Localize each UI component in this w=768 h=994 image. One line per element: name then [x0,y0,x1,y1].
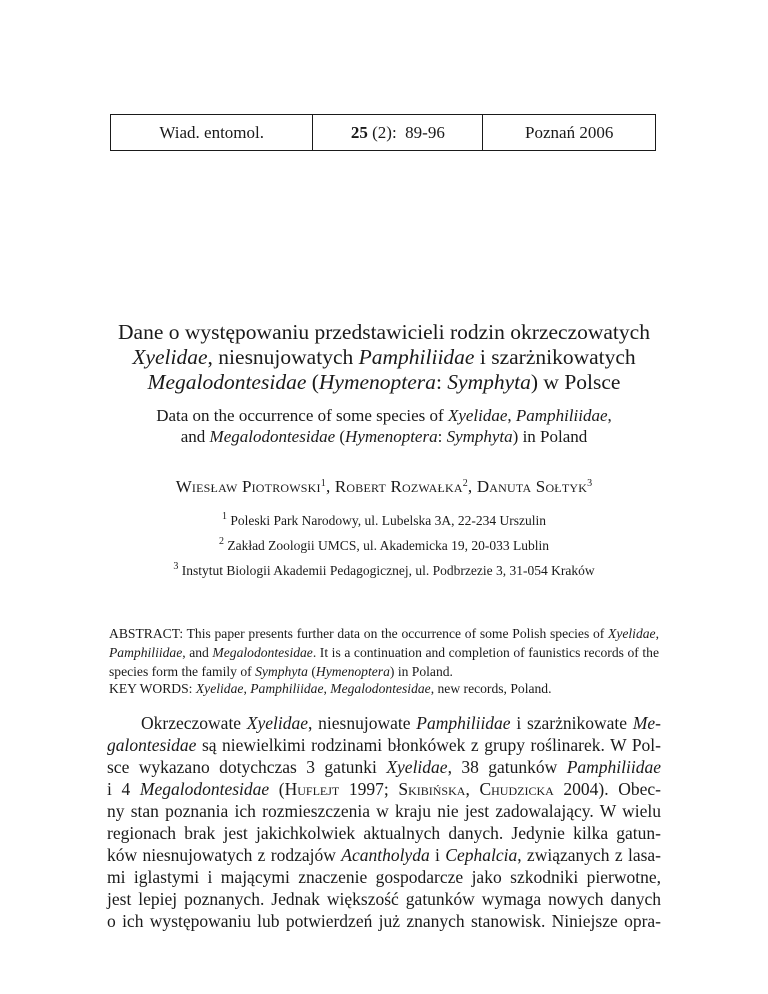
subtitle-line-2: and Megalodontesidae (Hymenoptera: Symphyta) in Poland [180,427,588,446]
author-list: Wiesław Piotrowski$^1$, Robert Rozwałka$^2$, Danuta Sołtyk$^3$ [175,477,593,496]
body-line: regionach brak jest jakichkolwiek aktualnych danych. Jedynie kilka gatun- [107,823,661,843]
affiliation-3: $^3$ Instytut Biologii Akademii Pedagogicznej, ul. Podbrzezie 3, 31-054 Kraków [173,561,595,578]
keywords: KEY WORDS: Xyelidae, Pamphiliidae, Megalodontesidae, new records, Poland. [109,681,552,696]
body-line: jest lepiej poznanych. Jednak większość gatunków wymaga nowych danych [107,889,661,909]
citation-author: Chudzicka [479,779,554,799]
author-name: Danuta Sołtyk [476,477,588,496]
volume-number: 25 [350,122,368,142]
body-line: mi iglastymi i mającymi znaczenie gospodarcze jako szkodniki pierwotne, [107,867,661,887]
issue-pages: (2): 89-96 [367,122,445,142]
body-line: i 4 Megalodontesidae (Huflejt 1997; Skibińska, Chudzicka 2004). Obec- [107,779,661,799]
affiliation-2: $^2$ Zakład Zoologii UMCS, ul. Akademicka 19, 20-033 Lublin [218,536,550,553]
title-line-1: Dane o występowaniu przedstawicieli rodzin okrzeczowatych [118,320,650,344]
journal-name: Wiad. entomol. [159,122,264,142]
citation-author: Huflejt [284,779,340,799]
body-line: sce wykazano dotychczas 3 gatunki Xyelidae, 38 gatunków Pamphiliidae [107,757,661,777]
citation-author: Skibińska [398,779,466,799]
place-year: Poznań 2006 [525,122,614,142]
abstract: ABSTRACT: This paper presents further data on the occurrence of some Polish species of Xyelidae, Pamphiliidae, and Megalodontesidae. It is a continuation and completion of faunistics records of the species form the family of Symphyta (Hymenoptera) in Poland. [109,626,663,679]
author-affiliation-mark: 2 [462,478,468,489]
author-affiliation-mark: 1 [320,478,326,489]
author-affiliation-mark: 3 [587,478,593,489]
paper-subtitle [0,405,768,447]
journal-header-table [110,114,656,151]
title-line-3: Megalodontesidae (Hymenoptera: Symphyta) w Polsce [147,370,621,394]
body-line: o ich występowaniu lub potwierdzeń już znanych stanowisk. Niniejsze opra- [107,911,661,931]
volume-cell [313,115,483,151]
author-name: Robert Rozwałka [334,477,463,496]
body-line: Okrzeczowate Xyelidae, niesnujowate Pamphiliidae i szarżnikowate Me- [141,713,661,733]
body-line: ny stan poznania ich rozmieszczenia w kraju nie jest zadowalający. W wielu [107,801,661,821]
title-line-2: Xyelidae, niesnujowatych Pamphiliidae i szarżnikowatych [132,345,636,369]
author-name: Wiesław Piotrowski [175,477,321,496]
place-year-cell [483,115,656,151]
body-line: ków niesnujowatych z rodzajów Acantholyda i Cephalcia, związanych z lasa- [107,845,662,865]
body-paragraph [107,712,661,932]
abstract-label: ABSTRACT: [109,626,184,641]
journal-name-cell [111,115,313,151]
paper-title [0,320,768,395]
subtitle-line-1: Data on the occurrence of some species of Xyelidae, Pamphiliidae, [156,406,612,425]
body-line: galontesidae są niewielkimi rodzinami błonkówek z grupy roślinarek. W Pol- [107,735,661,755]
keywords-label: KEY WORDS: [109,681,193,696]
affiliation-1: $^1$ Poleski Park Narodowy, ul. Lubelska 3A, 22-234 Urszulin [222,511,546,528]
